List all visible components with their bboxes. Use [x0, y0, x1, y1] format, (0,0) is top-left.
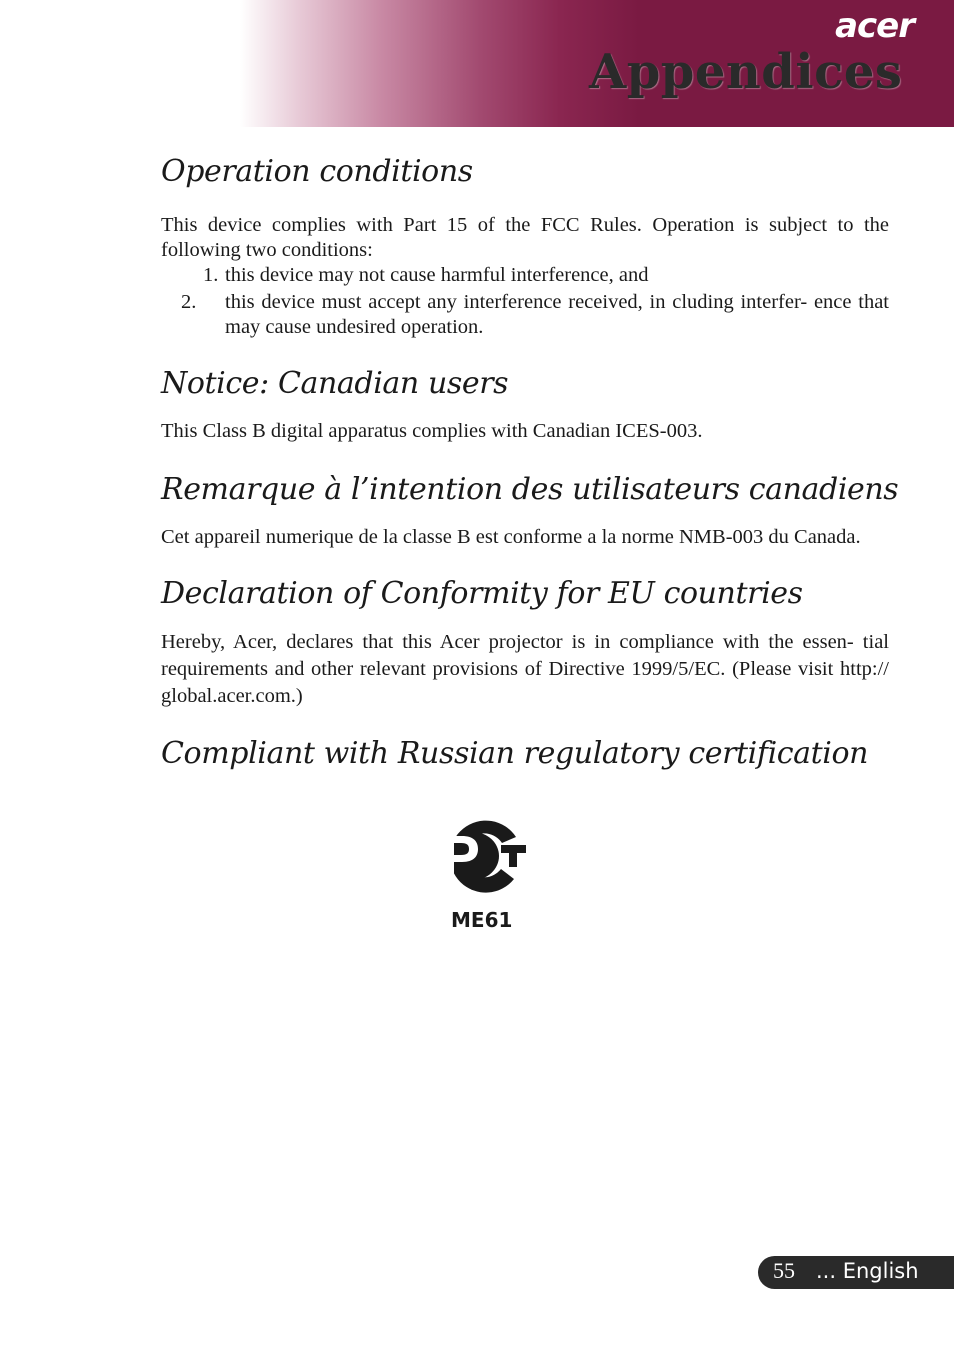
- conditions-list: [161, 263, 889, 340]
- section-body: Cet appareil numerique de la classe B est conforme a la norme NMB-003 du Canada.: [161, 526, 861, 548]
- acer-logo: acer: [835, 6, 914, 46]
- section-heading: Operation conditions: [161, 154, 473, 189]
- section-heading: Declaration of Conformity for EU countries: [161, 576, 803, 611]
- list-item-text: this device may not cause harmful interference, and: [225, 264, 649, 286]
- certification-code: ME61: [451, 908, 513, 932]
- section-body: Hereby, Acer, declares that this Acer projector is in compliance with the essen- tial requirements and other relevant provisions of Directive 1999/5/EC. (Please visit http:// global.acer.com.): [161, 631, 889, 707]
- section-body: This device complies with Part 15 of the FCC Rules. Operation is subject to the following two conditions:: [161, 214, 889, 261]
- list-item-number: 2.: [181, 291, 197, 313]
- list-item: [203, 263, 889, 288]
- list-item-number: 1.: [203, 264, 219, 286]
- section-russian-certification: [161, 736, 889, 771]
- gost-r-pct-mark-icon: [428, 815, 528, 895]
- list-item-text: this device must accept any interference received, in cluding interfer- ence that may cause undesired operation.: [225, 291, 889, 338]
- section-heading: Notice: Canadian users: [161, 366, 509, 401]
- section-remarque-canadiens: [161, 472, 899, 550]
- section-heading: Remarque à l’intention des utilisateurs canadiens: [161, 472, 899, 507]
- page-number: 55: [773, 1258, 795, 1283]
- section-operation-conditions: [161, 154, 889, 340]
- page-content: [161, 150, 899, 771]
- section-body: This Class B digital apparatus complies with Canadian ICES-003.: [161, 420, 703, 442]
- page-header-banner: [0, 0, 954, 127]
- section-eu-conformity: [161, 576, 889, 710]
- section-canadian-users: [161, 366, 889, 444]
- language-label: ... English: [816, 1259, 919, 1283]
- page-title: Appendices: [589, 44, 903, 100]
- page-footer-tab: [758, 1256, 954, 1289]
- section-heading: Compliant with Russian regulatory certification: [161, 736, 869, 771]
- list-item: [181, 290, 889, 340]
